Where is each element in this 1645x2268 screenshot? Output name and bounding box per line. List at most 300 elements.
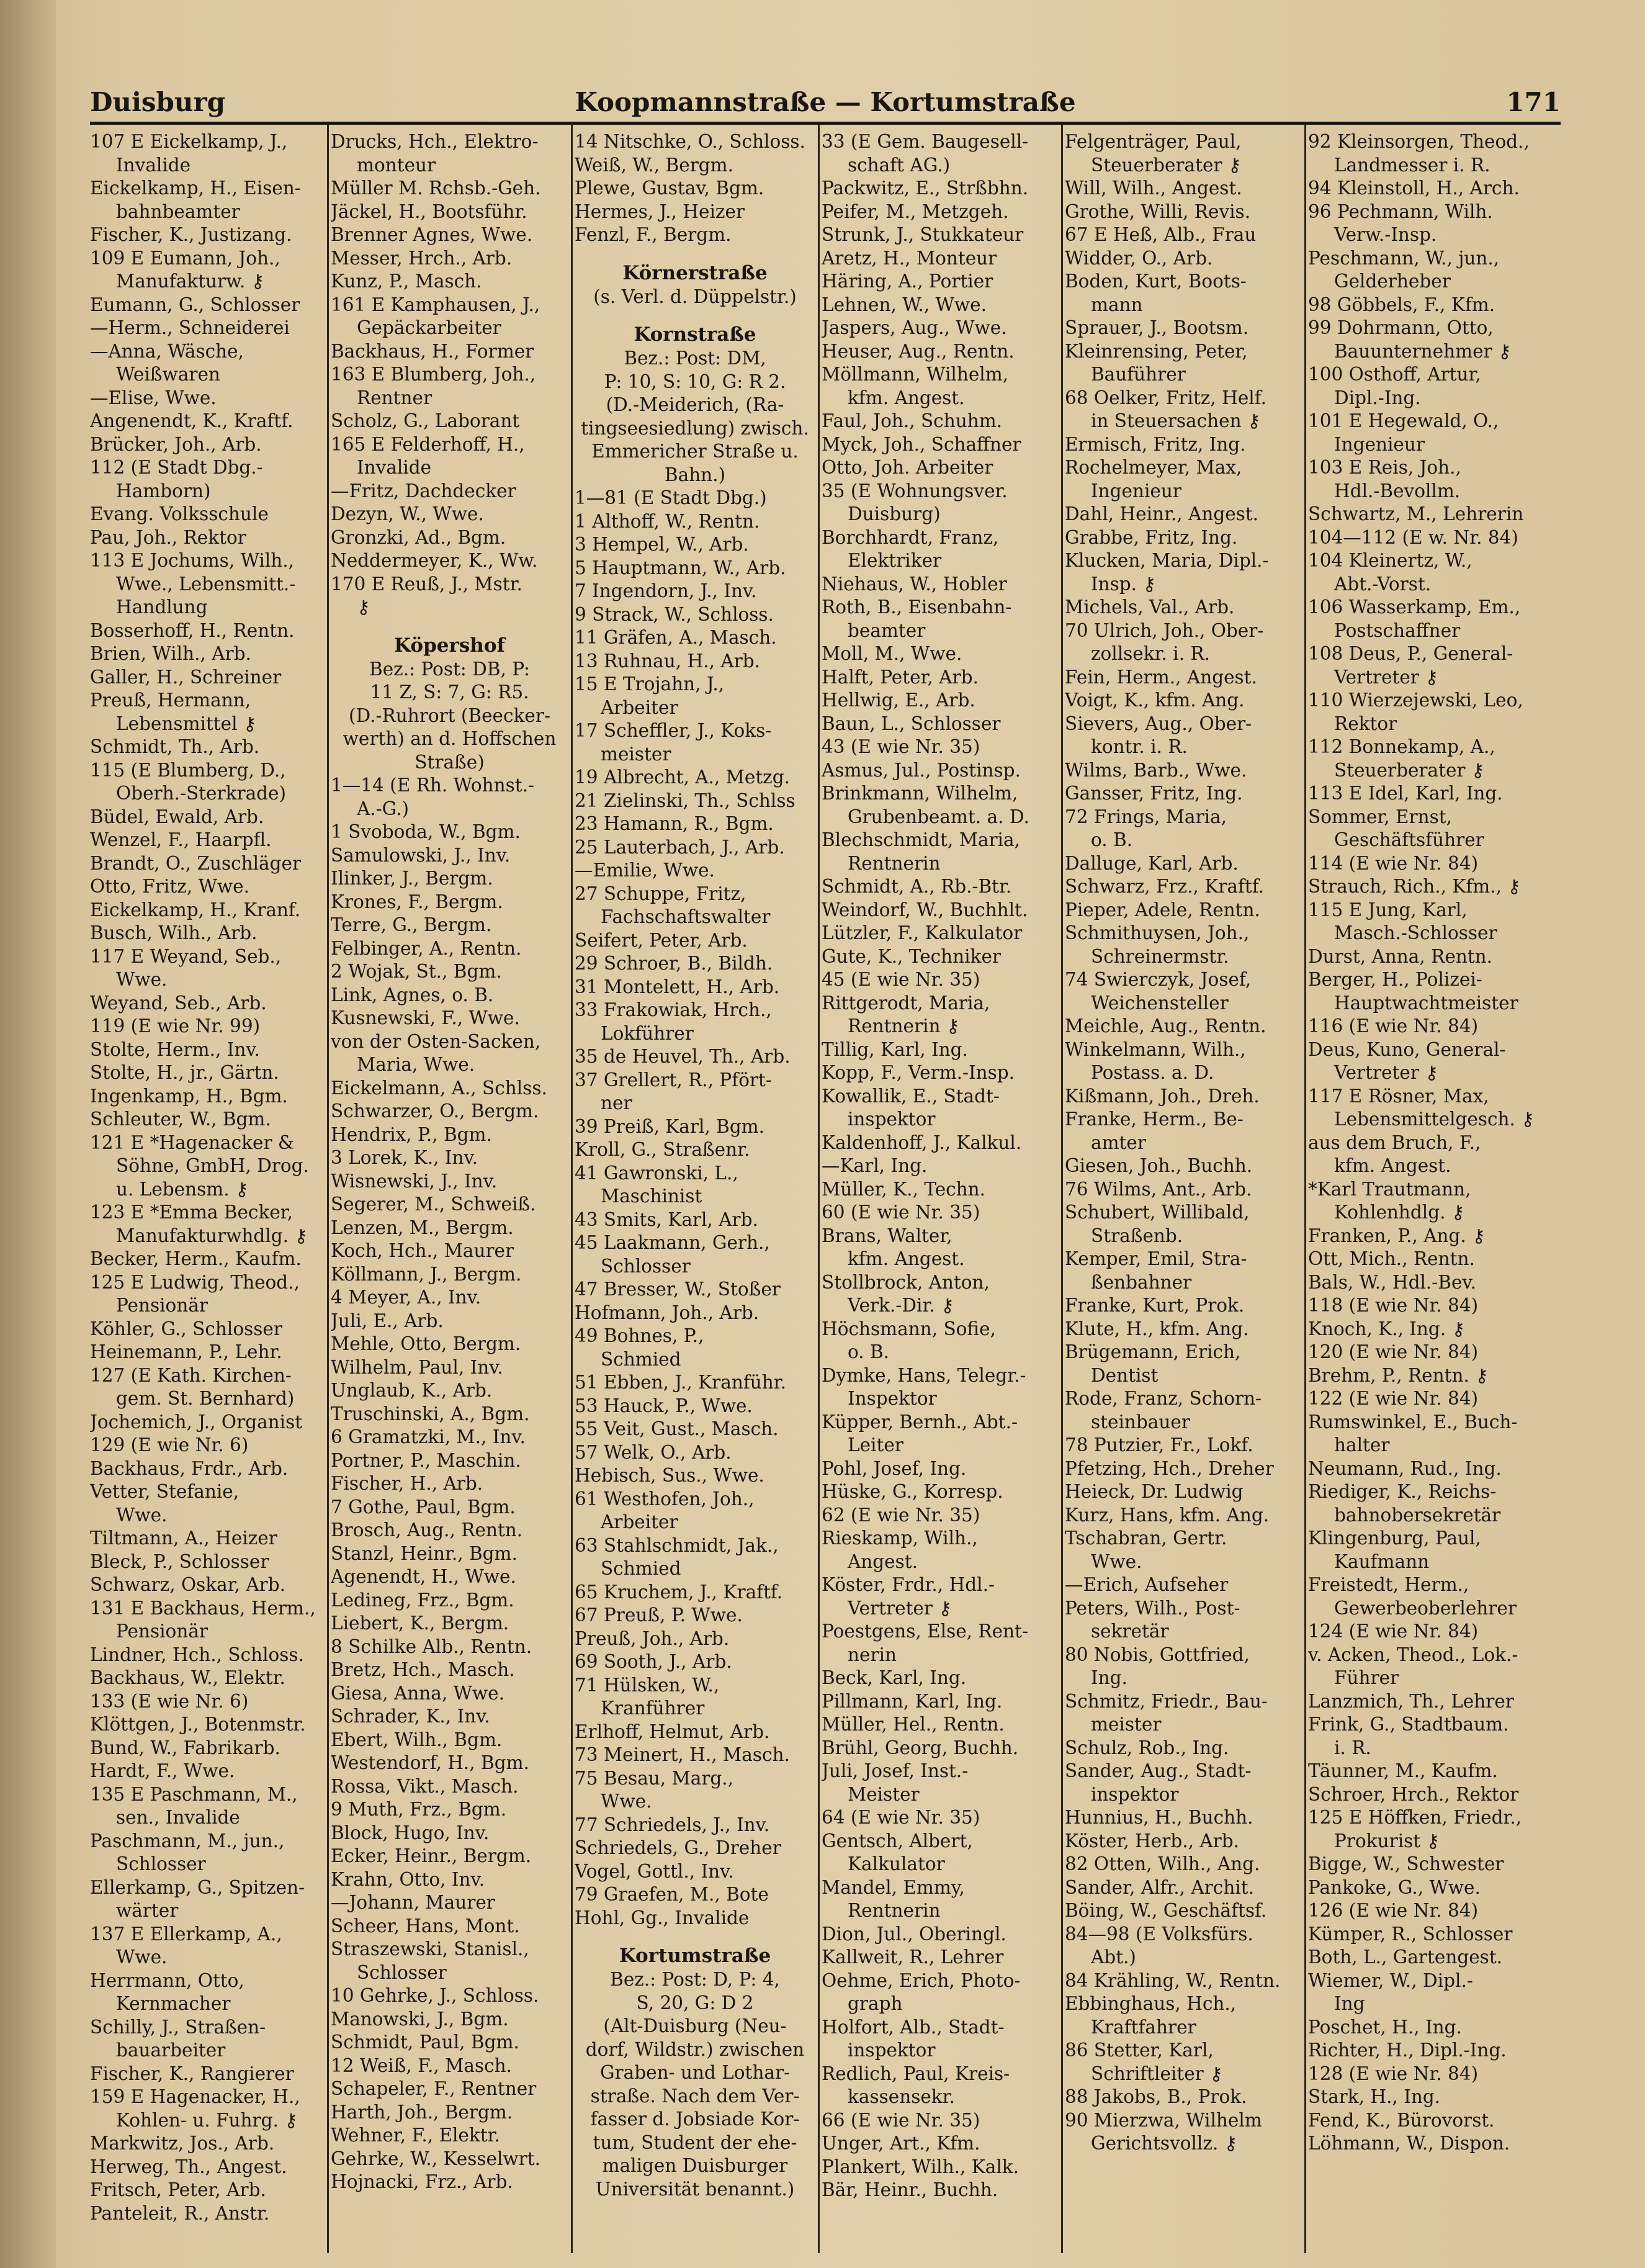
directory-entry: Neumann, Rud., Ing. — [1308, 1457, 1502, 1479]
directory-entry: Ermisch, Fritz, Ing. — [1065, 433, 1246, 455]
directory-entry: 70 Ulrich, Joh., Ober- — [1065, 619, 1264, 641]
directory-entry: 119 (E wie Nr. 99) — [90, 1015, 261, 1037]
directory-entry: Beck, Karl, Ing. — [822, 1667, 967, 1688]
directory-entry: Schwarzer, O., Bergm. — [331, 1100, 539, 1122]
column-3 — [575, 130, 815, 2253]
directory-entry: Winkelmann, Wilh., — [1065, 1038, 1246, 1060]
directory-entry: Kunz, P., Masch. — [331, 271, 482, 292]
directory-entry: 137 E Ellerkamp, A., — [90, 1923, 282, 1945]
directory-entry: Schreinermstr. — [1091, 945, 1229, 967]
directory-entry: Gronzki, Ad., Bgm. — [331, 526, 506, 548]
directory-entry: Hendrix, P., Bgm. — [331, 1123, 492, 1145]
directory-entry: Mehle, Otto, Bergm. — [331, 1333, 521, 1354]
page-header — [90, 87, 1561, 124]
directory-entry: 94 Kleinstoll, H., Arch. — [1308, 178, 1520, 199]
directory-entry: Pohl, Josef, Ing. — [822, 1457, 967, 1479]
directory-entry: Gehrke, W., Kesselwrt. — [331, 2148, 540, 2169]
directory-entry: Kopp, F., Verm.-Insp. — [822, 1062, 1015, 1083]
directory-entry: Franken, P., Ang. ⚷ — [1308, 1225, 1486, 1246]
directory-entry: Stark, H., Ing. — [1308, 2086, 1441, 2107]
directory-entry: Rentnerin ⚷ — [848, 1015, 960, 1037]
directory-entry: Schwartz, M., Lehrerin — [1308, 503, 1524, 524]
directory-entry: 67 E Heß, Alb., Frau — [1065, 224, 1257, 245]
directory-entry: 121 E *Hagenacker & — [90, 1132, 295, 1153]
directory-entry: Rittgerodt, Maria, — [822, 992, 990, 1014]
directory-entry: Brans, Walter, — [822, 1225, 952, 1246]
directory-entry: kfm. Angest. — [1334, 1155, 1451, 1176]
directory-entry: Samulowski, J., Inv. — [331, 844, 511, 866]
directory-entry: Brehm, P., Rentn. ⚷ — [1308, 1364, 1489, 1386]
directory-entry: Köhler, G., Schlosser — [90, 1318, 282, 1339]
directory-entry: Brinkmann, Wilhelm, — [822, 783, 1018, 804]
directory-entry: Pillmann, Karl, Ing. — [822, 1690, 1003, 1712]
directory-entry: monteur — [357, 154, 436, 176]
directory-entry: 35 (E Wohnungsver. — [822, 480, 1008, 502]
directory-entry: Angest. — [848, 1550, 918, 1572]
directory-entry: 131 E Backhaus, Herm., — [90, 1597, 316, 1619]
directory-entry: 33 Frakowiak, Hrch., — [575, 999, 772, 1020]
directory-entry: Terre, G., Bergm. — [331, 914, 492, 935]
directory-entry: Strauch, Rich., Kfm., ⚷ — [1308, 876, 1521, 897]
directory-entry: Otto, Joh. Arbeiter — [822, 457, 993, 478]
directory-entry: 82 Otten, Wilh., Ang. — [1065, 1853, 1260, 1874]
directory-entry: 27 Schuppe, Fritz, — [575, 883, 746, 904]
directory-entry: Maschinist — [601, 1186, 702, 1207]
directory-entry: Schroer, Hrch., Rektor — [1308, 1783, 1519, 1805]
directory-entry: Becker, Herm., Kaufm. — [90, 1248, 302, 1269]
directory-entry: 25 Lauterbach, J., Arb. — [575, 836, 785, 858]
directory-entry: Tillig, Karl, Ing. — [822, 1038, 968, 1060]
directory-entry: Peifer, M., Metzgeh. — [822, 200, 1009, 222]
directory-entry: Kohlenhdlg. ⚷ — [1334, 1202, 1465, 1223]
directory-entry: Bund, W., Fabrikarb. — [90, 1737, 280, 1758]
directory-entry: Söhne, GmbH, Drog. — [116, 1155, 309, 1176]
directory-entry: Fend, K., Bürovorst. — [1308, 2109, 1495, 2131]
directory-entry: S, 20, G: D 2 — [636, 1992, 754, 2014]
directory-entry: (Alt-Duisburg (Neu- — [603, 2015, 787, 2036]
directory-entry: Köster, Herb., Arb. — [1065, 1830, 1240, 1852]
directory-entry: 135 E Paschmann, M., — [90, 1783, 298, 1805]
directory-entry: Schmitz, Friedr., Bau- — [1065, 1690, 1268, 1712]
directory-entry: Bär, Heinr., Buchh. — [822, 2179, 998, 2200]
directory-entry: Ledineg, Frz., Bgm. — [331, 1589, 514, 1611]
directory-entry: ner — [601, 1092, 632, 1114]
directory-entry: Dezyn, W., Wwe. — [331, 503, 484, 524]
directory-entry: 4 Meyer, A., Inv. — [331, 1287, 482, 1308]
directory-entry: Wwe. — [601, 1791, 652, 1812]
directory-entry: Hardt, F., Wwe. — [90, 1760, 235, 1781]
directory-entry: zollsekr. i. R. — [1091, 643, 1211, 664]
directory-entry: Schlosser — [357, 1961, 447, 1983]
directory-entry: 117 E Weyand, Seb., — [90, 945, 282, 967]
directory-entry: Jaspers, Aug., Wwe. — [822, 317, 1007, 338]
directory-entry: 33 (E Gem. Baugesell- — [822, 131, 1029, 152]
directory-entry: Täunner, M., Kaufm. — [1308, 1760, 1498, 1781]
directory-entry: Michels, Val., Arb. — [1065, 596, 1235, 618]
directory-entry: 12 Weiß, F., Masch. — [331, 2054, 513, 2076]
directory-entry: Plankert, Wilh., Kalk. — [822, 2156, 1020, 2177]
directory-entry: 7 Ingendorn, J., Inv. — [575, 580, 757, 601]
directory-entry: Pfetzing, Hch., Dreher — [1065, 1457, 1274, 1479]
directory-entry: halter — [1334, 1434, 1390, 1456]
directory-entry: Giesen, Joh., Buchh. — [1065, 1155, 1253, 1176]
directory-entry: Schmidt, Paul, Bgm. — [331, 2032, 519, 2053]
directory-entry: Straßenb. — [1091, 1225, 1183, 1246]
directory-entry: Geschäftsführer — [1334, 829, 1484, 850]
header-rule — [90, 122, 1561, 125]
directory-entry: kassensekr. — [848, 2086, 955, 2107]
directory-entry: 41 Gawronski, L., — [575, 1162, 738, 1184]
directory-entry: Preuß, Hermann, — [90, 690, 251, 711]
directory-entry: Truschinski, A., Bgm. — [331, 1403, 530, 1424]
column-2 — [331, 130, 568, 2253]
directory-entry: Sommer, Ernst, — [1308, 806, 1452, 827]
directory-entry: 165 E Felderhoff, H., — [331, 433, 525, 455]
directory-entry: Klute, H., kfm. Ang. — [1065, 1318, 1249, 1339]
directory-entry: —Emilie, Wwe. — [575, 860, 715, 881]
directory-entry: 115 (E Blumberg, D., — [90, 759, 286, 781]
directory-entry: Panteleit, R., Anstr. — [90, 2202, 270, 2224]
directory-entry: Lützler, F., Kalkulator — [822, 922, 1023, 943]
directory-entry: o. B. — [848, 1341, 890, 1362]
directory-entry: 51 Ebben, J., Kranführ. — [575, 1372, 786, 1393]
directory-entry: sekretär — [1091, 1621, 1169, 1642]
directory-entry: Wilhelm, Paul, Inv. — [331, 1356, 503, 1378]
directory-entry: 3 Hempel, W., Arb. — [575, 534, 749, 555]
directory-entry: 23 Hamann, R., Bgm. — [575, 813, 774, 834]
directory-entry: 112 (E Stadt Dbg.- — [90, 457, 263, 478]
directory-entry: Freistedt, Herm., — [1308, 1574, 1469, 1595]
column-divider — [1061, 124, 1063, 2253]
directory-entry: Stanzl, Heinr., Bgm. — [331, 1542, 518, 1564]
directory-entry: Tschabran, Gertr. — [1065, 1528, 1227, 1549]
directory-entry: Redlich, Paul, Kreis- — [822, 2063, 1010, 2084]
directory-entry: Ingenieur — [1091, 480, 1181, 502]
directory-entry: 31 Montelett, H., Arb. — [575, 976, 780, 997]
directory-entry: 2 Wojak, St., Bgm. — [331, 961, 502, 982]
directory-entry: wärter — [116, 1900, 179, 1921]
directory-entry: Ebbinghaus, Hch., — [1065, 1993, 1237, 2014]
directory-entry: gem. St. Bernhard) — [116, 1388, 295, 1409]
directory-entry: Lindner, Hch., Schloss. — [90, 1644, 304, 1665]
directory-entry: 39 Preiß, Karl, Bgm. — [575, 1115, 765, 1137]
directory-entry: Klöttgen, J., Botenmstr. — [90, 1714, 306, 1735]
directory-entry: Frink, G., Stadtbaum. — [1308, 1714, 1509, 1735]
directory-entry: Stolte, Herm., Inv. — [90, 1038, 260, 1060]
directory-entry: Vertreter ⚷ — [1334, 666, 1438, 688]
directory-entry: Müller, K., Techn. — [822, 1178, 986, 1200]
directory-entry: 128 (E wie Nr. 84) — [1308, 2063, 1479, 2084]
directory-entry: meister — [1091, 1714, 1162, 1735]
directory-entry: Kallweit, R., Lehrer — [822, 1946, 1004, 1968]
directory-entry: Pankoke, G., Wwe. — [1308, 1876, 1481, 1898]
directory-entry: Widder, O., Arb. — [1065, 247, 1213, 269]
directory-entry: Fenzl, F., Bergm. — [575, 224, 732, 245]
directory-entry: —Anna, Wäsche, — [90, 340, 244, 362]
directory-entry: Gentsch, Albert, — [822, 1830, 973, 1852]
directory-entry: Weichensteller — [1091, 992, 1229, 1014]
directory-entry: (D.-Ruhrort (Beecker- — [349, 704, 550, 726]
directory-entry: 72 Frings, Maria, — [1065, 806, 1227, 827]
directory-entry: 112 Bonnekamp, A., — [1308, 736, 1495, 757]
directory-entry: Gerichtsvollz. ⚷ — [1091, 2133, 1238, 2154]
directory-entry: 133 (E wie Nr. 6) — [90, 1690, 249, 1712]
directory-entry: Lebensmittelgesch. ⚷ — [1334, 1109, 1535, 1130]
directory-entry: Eumann, G., Schlosser — [90, 294, 300, 315]
directory-entry: Bahn.) — [664, 464, 726, 485]
header-streets: Koopmannstraße — Kortumstraße — [575, 87, 1076, 117]
directory-entry: Dentist — [1091, 1364, 1159, 1386]
directory-entry: Scheer, Hans, Mont. — [331, 1915, 520, 1937]
directory-entry: Wehner, F., Elektr. — [331, 2125, 500, 2146]
directory-entry: Knoch, K., Ing. ⚷ — [1308, 1318, 1466, 1339]
directory-entry: Gelderheber — [1334, 271, 1451, 292]
directory-entry: 5 Hauptmann, W., Arb. — [575, 557, 786, 578]
directory-entry: Invalide — [116, 154, 191, 176]
directory-entry: Poestgens, Else, Rent- — [822, 1621, 1028, 1642]
directory-entry: 69 Sooth, J., Arb. — [575, 1651, 732, 1672]
directory-entry: 80 Nobis, Gottfried, — [1065, 1644, 1250, 1665]
directory-entry: i. R. — [1334, 1737, 1371, 1758]
directory-entry: Kißmann, Joh., Dreh. — [1065, 1085, 1260, 1107]
directory-entry: Schwarz, Oskar, Arb. — [90, 1574, 286, 1595]
directory-entry: Gansser, Fritz, Ing. — [1065, 783, 1243, 804]
directory-entry: 62 (E wie Nr. 35) — [822, 1504, 980, 1526]
directory-entry: Hunnius, H., Buchh. — [1065, 1807, 1253, 1828]
directory-entry: 108 Deus, P., General- — [1308, 643, 1513, 664]
directory-entry: Klingenburg, Paul, — [1308, 1528, 1481, 1549]
directory-entry: Vertreter ⚷ — [1334, 1062, 1438, 1083]
directory-entry: Arbeiter — [601, 1511, 678, 1532]
directory-entry: 159 E Hagenacker, H., — [90, 2086, 300, 2107]
directory-entry: tingseesiedlung) zwisch. — [581, 417, 809, 439]
directory-entry: 45 Laakmann, Gerh., — [575, 1232, 770, 1253]
directory-entry: Landmesser i. R. — [1334, 154, 1490, 176]
directory-entry: Brenner Agnes, Wwe. — [331, 224, 533, 245]
directory-entry: 29 Schroer, B., Bildh. — [575, 953, 773, 974]
directory-entry: Bez.: Post: DM, — [624, 348, 766, 369]
directory-entry: Heinemann, P., Lehr. — [90, 1341, 282, 1362]
directory-entry: 161 E Kamphausen, J., — [331, 294, 540, 315]
directory-entry: werth) an d. Hoffschen — [343, 728, 557, 749]
directory-entry: Durst, Anna, Rentn. — [1308, 945, 1493, 967]
directory-entry: 6 Gramatzki, M., Inv. — [331, 1426, 526, 1447]
directory-entry: bahnbeamter — [116, 200, 240, 222]
directory-entry: 90 Mierzwa, Wilhelm — [1065, 2109, 1262, 2131]
directory-entry: Schrader, K., Inv. — [331, 1706, 490, 1727]
directory-entry: Fritsch, Peter, Arb. — [90, 2179, 266, 2200]
directory-entry: Franke, Kurt, Prok. — [1065, 1295, 1245, 1316]
directory-entry: Universität benannt.) — [595, 2178, 795, 2200]
directory-entry: Köster, Frdr., Hdl.- — [822, 1574, 995, 1595]
directory-entry: 99 Dohrmann, Otto, — [1308, 317, 1494, 338]
directory-entry: Rumswinkel, E., Buch- — [1308, 1411, 1518, 1433]
directory-entry: (s. Verl. d. Düppelstr.) — [593, 286, 797, 307]
directory-entry: Rentnerin — [848, 1900, 941, 1921]
directory-entry: 110 Wierzejewski, Leo, — [1308, 690, 1523, 711]
directory-entry: 14 Nitschke, O., Schloss. — [575, 131, 805, 152]
directory-entry: 63 Stahlschmidt, Jak., — [575, 1534, 779, 1556]
directory-entry: Schmidt, A., Rb.-Btr. — [822, 876, 1012, 897]
directory-entry: 13 Ruhnau, H., Arb. — [575, 650, 760, 672]
directory-entry: 57 Welk, O., Arb. — [575, 1441, 732, 1463]
directory-entry: Roth, B., Eisenbahn- — [822, 596, 1012, 618]
directory-entry: 21 Zielinski, Th., Schlss — [575, 790, 796, 811]
directory-entry: 113 E Idel, Karl, Ing. — [1308, 783, 1503, 804]
directory-entry: Seifert, Peter, Arb. — [575, 929, 748, 951]
directory-entry: Kohlen- u. Fuhrg. ⚷ — [116, 2109, 298, 2131]
directory-entry: 11 Z, S: 7, G: R5. — [370, 682, 529, 703]
directory-entry: Emmericher Straße u. — [591, 441, 799, 462]
directory-entry: Scholz, G., Laborant — [331, 410, 520, 431]
directory-entry: Herrmann, Otto, — [90, 1969, 244, 1991]
directory-entry: 104—112 (E w. Nr. 84) — [1308, 526, 1518, 548]
directory-entry: Backhaus, W., Elektr. — [90, 1667, 285, 1688]
directory-entry: Lokführer — [601, 1022, 694, 1044]
directory-entry: Gewerbeoberlehrer — [1334, 1597, 1517, 1619]
column-5 — [1065, 130, 1302, 2253]
directory-entry: Wilms, Barb., Wwe. — [1065, 759, 1247, 781]
directory-entry: 60 (E wie Nr. 35) — [822, 1202, 980, 1223]
directory-entry: Kowallik, E., Stadt- — [822, 1085, 1000, 1107]
column-1 — [90, 130, 325, 2253]
directory-entry: Kalkulator — [848, 1853, 945, 1874]
directory-entry: Eickelkamp, H., Eisen- — [90, 178, 301, 199]
directory-entry: Richter, H., Dipl.-Ing. — [1308, 2040, 1507, 2061]
directory-entry: 118 (E wie Nr. 84) — [1308, 1295, 1479, 1316]
directory-entry: 88 Jakobs, B., Prok. — [1065, 2086, 1247, 2107]
directory-entry: 107 E Eickelkamp, J., — [90, 131, 288, 152]
directory-entry: fasser d. Jobsiade Kor- — [590, 2108, 800, 2130]
directory-entry: Manowski, J., Bgm. — [331, 2008, 509, 2030]
directory-entry: Rentner — [357, 387, 433, 408]
directory-entry: Eickelkamp, H., Kranf. — [90, 899, 301, 920]
directory-entry: Dipl.-Ing. — [1334, 387, 1421, 408]
column-divider — [1304, 124, 1306, 2253]
directory-entry: Jäckel, H., Bootsführ. — [331, 200, 527, 222]
directory-entry: Schubert, Willibald, — [1065, 1202, 1250, 1223]
directory-entry: Schriedels, G., Dreher — [575, 1837, 781, 1858]
directory-entry: Wwe. — [1091, 1550, 1142, 1572]
directory-entry: Löhmann, W., Dispon. — [1308, 2133, 1510, 2154]
directory-entry: Grubenbeamt. a. D. — [848, 806, 1029, 827]
directory-entry: Schapeler, F., Rentner — [331, 2078, 537, 2099]
directory-entry: 109 E Eumann, Joh., — [90, 247, 280, 269]
directory-entry: Krones, F., Bergm. — [331, 891, 503, 912]
directory-entry: Verk.-Dir. ⚷ — [848, 1295, 954, 1316]
directory-entry: ⚷ — [357, 596, 370, 618]
directory-entry: Peschmann, W., jun., — [1308, 247, 1500, 269]
directory-entry: Steuerberater ⚷ — [1091, 154, 1242, 176]
directory-entry: Straße) — [415, 751, 485, 773]
street-heading: Kornstraße — [634, 323, 756, 346]
directory-entry: Meichle, Aug., Rentn. — [1065, 1015, 1266, 1037]
directory-entry: Halft, Peter, Arb. — [822, 666, 979, 688]
directory-entry: Schleuter, W., Bgm. — [90, 1109, 271, 1130]
directory-entry: 1 Svoboda, W., Bgm. — [331, 821, 521, 842]
page-edge-shadow — [0, 0, 56, 2268]
directory-entry: Schmithuysen, Joh., — [1065, 922, 1250, 943]
directory-entry: Kranführer — [601, 1698, 705, 1719]
directory-entry: 43 (E wie Nr. 35) — [822, 736, 980, 757]
directory-entry: Moll, M., Wwe. — [822, 643, 962, 664]
directory-entry: Invalide — [357, 457, 432, 478]
directory-entry: Hebisch, Sus., Wwe. — [575, 1465, 764, 1486]
directory-entry: Manufakturw. ⚷ — [116, 271, 265, 292]
directory-entry: nerin — [848, 1644, 897, 1665]
directory-entry: Graben- und Lothar- — [599, 2062, 791, 2083]
directory-entry: Stollbrock, Anton, — [822, 1271, 990, 1293]
header-city: Duisburg — [90, 87, 225, 117]
directory-entry: Böing, W., Geschäftsf. — [1065, 1900, 1267, 1921]
directory-entry: Rektor — [1334, 713, 1397, 734]
directory-entry: Busch, Wilh., Arb. — [90, 922, 258, 943]
directory-entry: Riediger, K., Reichs- — [1308, 1481, 1497, 1502]
directory-entry: von der Osten-Sacken, — [331, 1030, 541, 1052]
directory-entry: 66 (E wie Nr. 35) — [822, 2109, 980, 2131]
column-divider — [571, 124, 573, 2253]
directory-entry: Bauunternehmer ⚷ — [1334, 340, 1512, 362]
directory-entry: Heuser, Aug., Rentn. — [822, 340, 1015, 362]
directory-entry: sen., Invalide — [116, 1807, 240, 1828]
directory-entry: Felgenträger, Paul, — [1065, 131, 1242, 152]
directory-entry: Leiter — [848, 1434, 903, 1456]
directory-entry: 55 Veit, Gust., Masch. — [575, 1418, 779, 1439]
directory-entry: Brücker, Joh., Arb. — [90, 433, 262, 455]
directory-entry: Westendorf, H., Bgm. — [331, 1752, 529, 1773]
directory-entry: Schmied — [601, 1348, 681, 1370]
directory-entry: straße. Nach dem Ver- — [590, 2085, 800, 2107]
directory-entry: Klucken, Maria, Dipl.- — [1065, 550, 1269, 571]
directory-entry: Bosserhoff, H., Rentn. — [90, 619, 295, 641]
directory-entry: Oehme, Erich, Photo- — [822, 1969, 1021, 1991]
directory-entry: Rossa, Vikt., Masch. — [331, 1775, 519, 1797]
column-divider — [327, 124, 329, 2253]
directory-entry: Schriftleiter ⚷ — [1091, 2063, 1223, 2084]
directory-entry: Wisnewski, J., Inv. — [331, 1170, 498, 1192]
directory-entry: 68 Oelker, Fritz, Helf. — [1065, 387, 1266, 408]
directory-entry: Kaufmann — [1334, 1550, 1430, 1572]
directory-entry: Unger, Art., Kfm. — [822, 2133, 980, 2154]
directory-entry: Arbeiter — [601, 696, 678, 718]
directory-entry: 49 Bohnes, P., — [575, 1325, 704, 1346]
directory-entry: 1—14 (E Rh. Wohnst.- — [331, 775, 534, 796]
directory-entry: Postschaffner — [1334, 619, 1461, 641]
directory-entry: Schlosser — [116, 1853, 206, 1874]
directory-entry: Evang. Volksschule — [90, 503, 269, 524]
directory-entry: 129 (E wie Nr. 6) — [90, 1434, 249, 1456]
directory-entry: o. B. — [1091, 829, 1133, 850]
directory-entry: 11 Gräfen, A., Masch. — [575, 627, 777, 648]
directory-entry: 61 Westhofen, Joh., — [575, 1488, 755, 1510]
directory-entry: Hellwig, E., Arb. — [822, 690, 975, 711]
directory-entry: Schlosser — [601, 1255, 691, 1277]
directory-entry: Pieper, Adele, Rentn. — [1065, 899, 1260, 920]
directory-entry: Insp. ⚷ — [1091, 573, 1157, 595]
column-6 — [1308, 130, 1562, 2253]
directory-entry: Strunk, J., Stukkateur — [822, 224, 1024, 245]
directory-entry: tum, Student der ehe- — [593, 2131, 797, 2153]
directory-entry: 125 E Ludwig, Theod., — [90, 1271, 300, 1293]
directory-entry: Ingenkamp, H., Bgm. — [90, 1085, 288, 1107]
directory-entry: Ing. — [1091, 1667, 1127, 1688]
directory-entry: *Karl Trautmann, — [1308, 1178, 1471, 1200]
directory-entry: Poschet, H., Ing. — [1308, 2016, 1462, 2038]
directory-entry: 53 Hauck, P., Wwe. — [575, 1395, 753, 1416]
directory-entry: Bauführer — [1091, 364, 1186, 385]
directory-entry: Lebensmittel ⚷ — [116, 713, 257, 734]
directory-entry: Pensionär — [116, 1621, 208, 1642]
